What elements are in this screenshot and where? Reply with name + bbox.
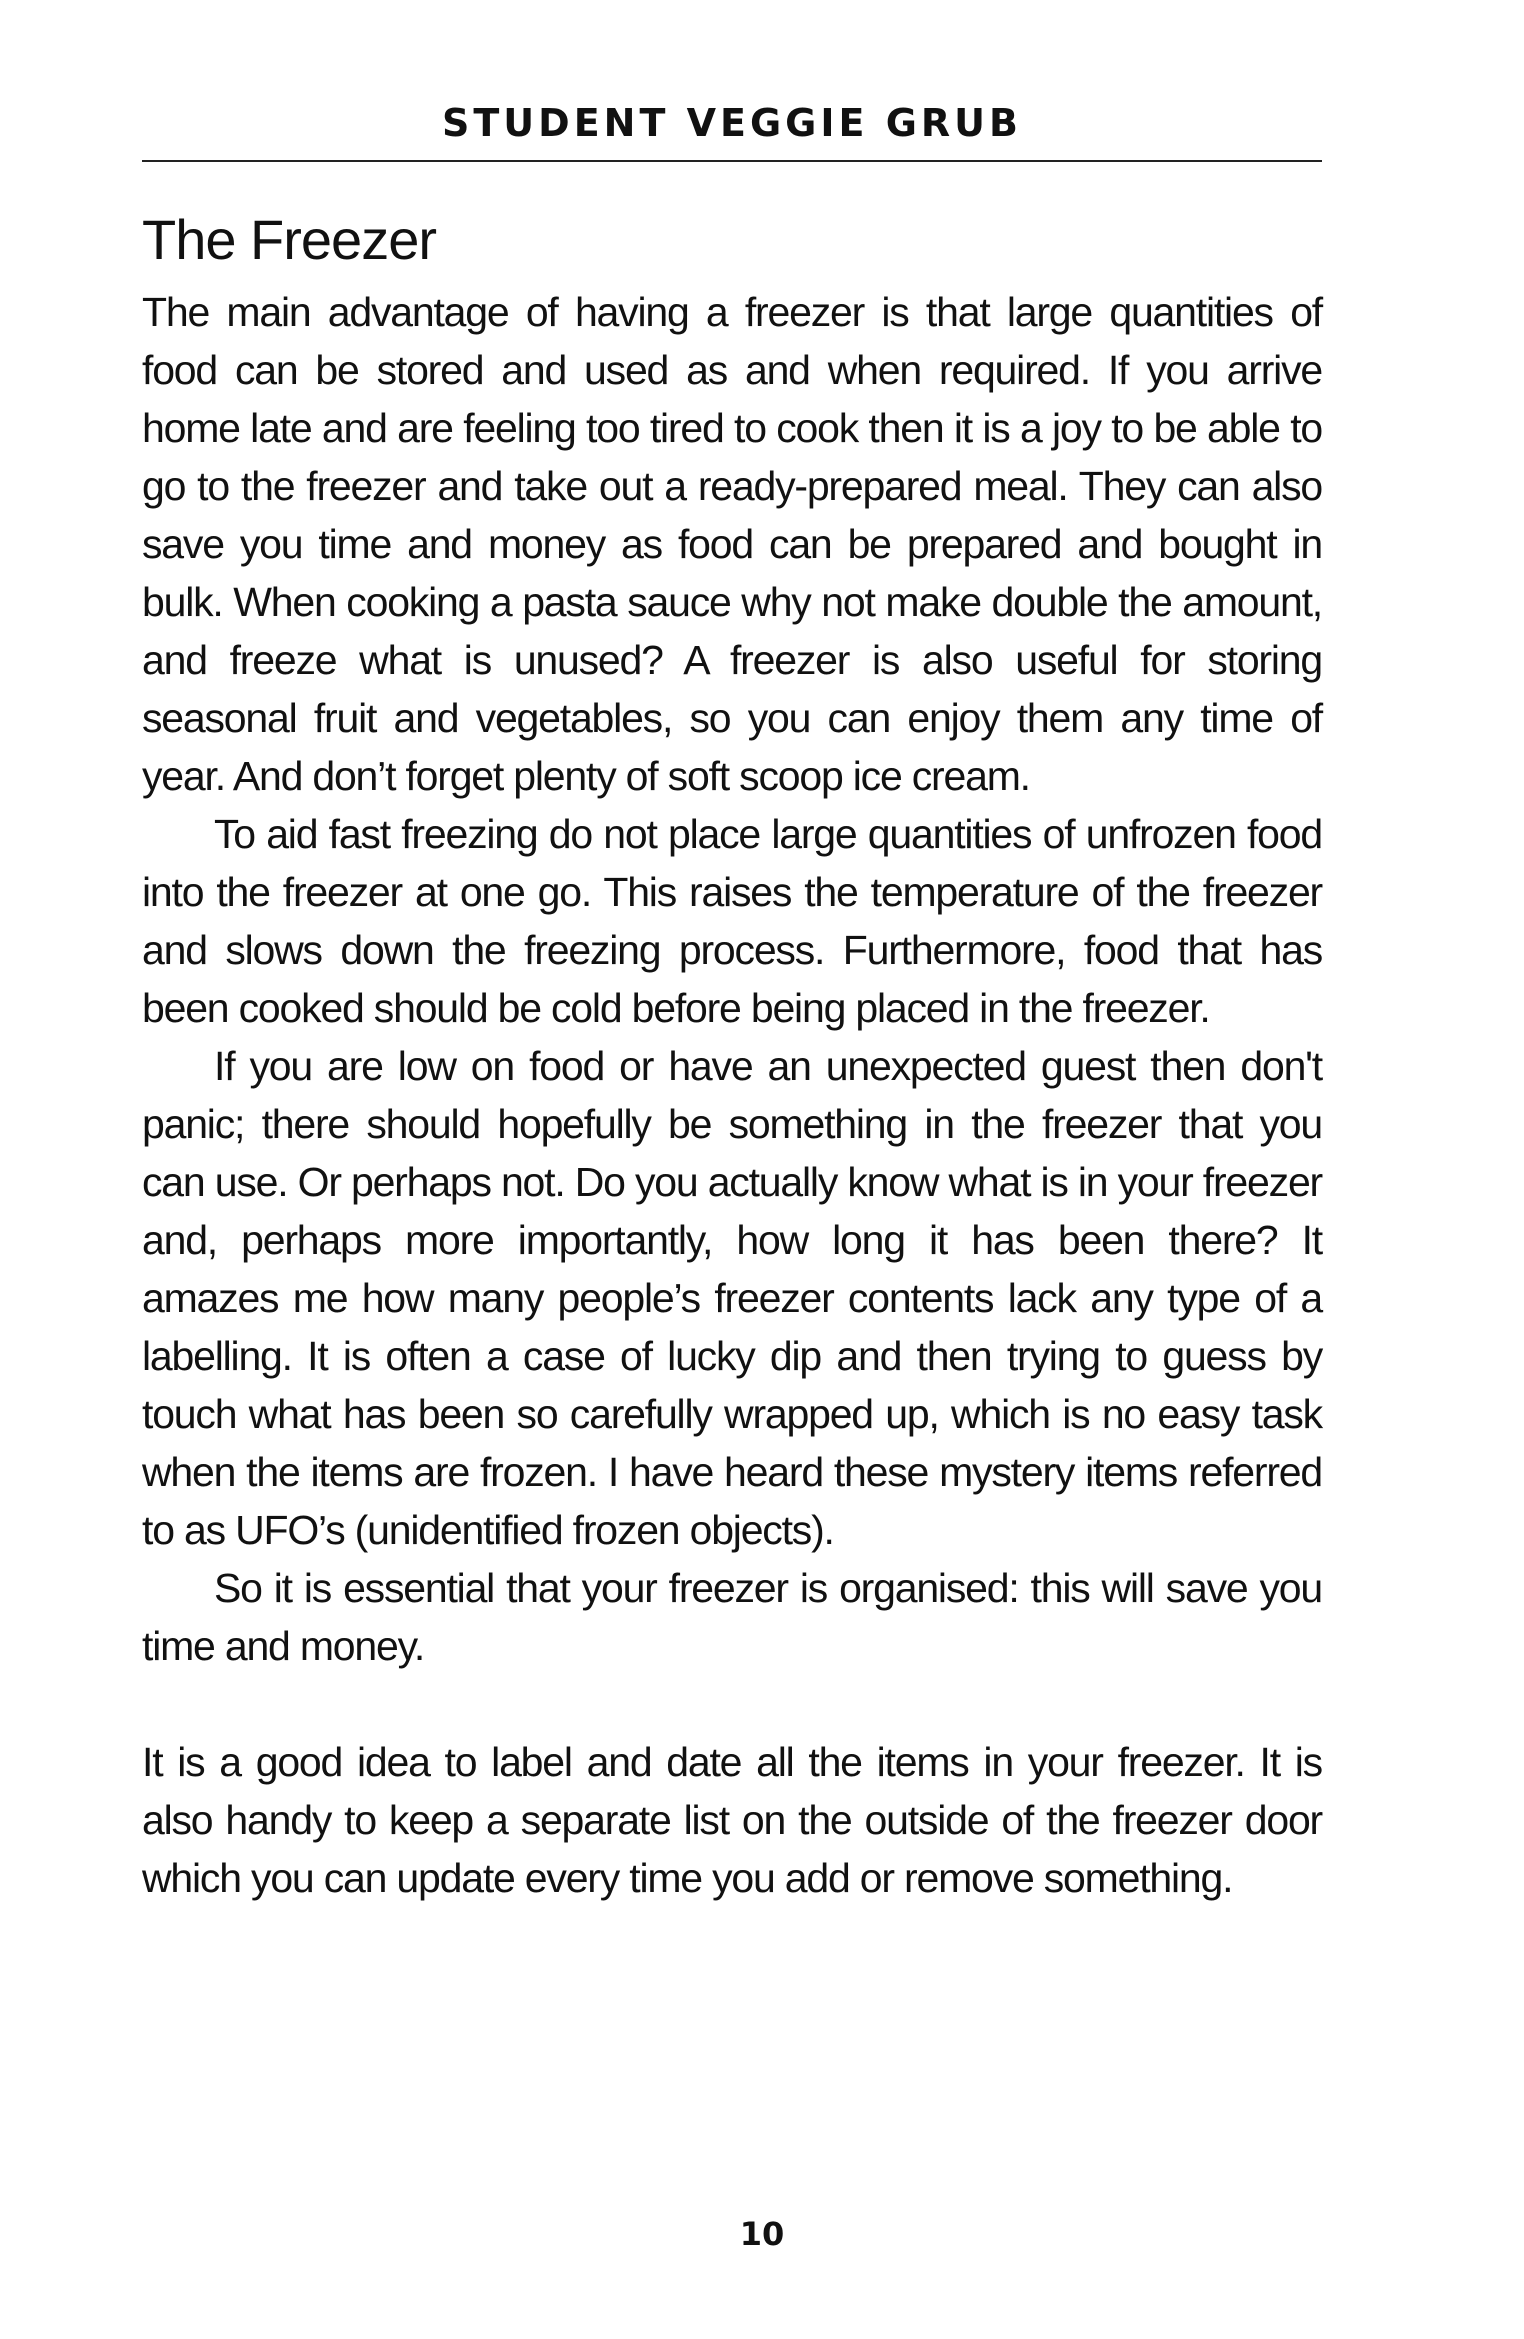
section-title: The Freezer bbox=[142, 208, 436, 271]
paragraph-freezer-advantages: The main advantage of having a freezer is that large quantities of food can be stored and used as and when required. If you arrive home late and are feeling too tired to cook then it is a joy to be able to go to the freezer and take out a ready-prepared meal. They can also save you time and money as food can be prepared and bought in bulk. When cooking a pasta sauce why not make double the amount, and freeze what is unused? A freezer is also useful for storing seasonal fruit and vegetables, so you can enjoy them any time of year. And don’t forget plenty of soft scoop ice cream. bbox=[142, 289, 1322, 799]
header-divider bbox=[142, 160, 1322, 162]
paragraph-fast-freezing: To aid fast freezing do not place large quantities of unfrozen food into the freezer at one go. This raises the temperature of the freezer and slows down the freezing process. Furthermore, food that has been cooked should be cold before being placed in the freezer. bbox=[142, 811, 1322, 1031]
page-content bbox=[142, 205, 1322, 1907]
paragraph-freezer-contents: If you are low on food or have an unexpected guest then don't panic; there should hopefully be something in the freezer that you can use. Or perhaps not. Do you actually know what is in your freezer and, perhaps more importantly, how long it has been there? It amazes me how many people’s freezer contents lack any type of a labelling. It is often a case of lucky dip and then trying to guess by touch what has been so carefully wrapped up, which is no easy task when the items are frozen. I have heard these mystery items referred to as UFO’s (unidentified frozen objects). bbox=[142, 1043, 1322, 1553]
paragraph-labelling-tip: It is a good idea to label and date all the items in your freezer. It is also handy to keep a separate list on the outside of the freezer door which you can update every time you add or remove something. bbox=[142, 1739, 1322, 1901]
page-number: 10 bbox=[739, 2215, 785, 2253]
running-header: STUDENT VEGGIE GRUB bbox=[442, 101, 1022, 145]
paragraph-organisation: So it is essential that your freezer is organised: this will save you time and money. bbox=[142, 1565, 1322, 1669]
